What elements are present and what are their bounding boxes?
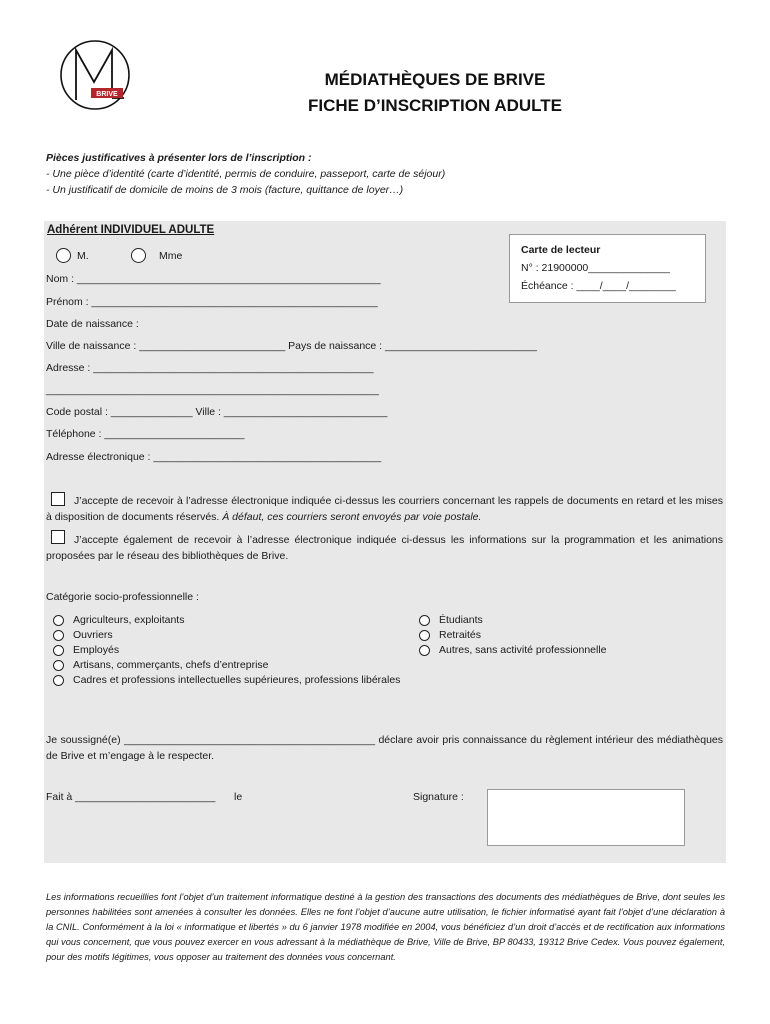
consent-reminders-italic: À défaut, ces courriers seront envoyés par voie postale. bbox=[222, 511, 482, 523]
signature-box[interactable] bbox=[487, 789, 685, 846]
radio-mme[interactable] bbox=[131, 248, 146, 263]
csp-option[interactable] bbox=[419, 613, 607, 628]
section-title: Adhérent INDIVIDUEL ADULTE bbox=[47, 224, 215, 236]
csp-option[interactable] bbox=[419, 628, 607, 643]
logo-badge-text: BRIVE bbox=[96, 91, 118, 98]
privacy-notice: Les informations recueillies font l’objet d’un traitement informatique destiné à la gestion des transactions des documents des médiathèques de Brive, dont seules les personnes habilitées sont amenées à consulter les données. Elles ne font l’objet d’aucune autre utilisation, le fichier informatisé ayant fait l’objet d’une déclaration à la CNIL. Conformément à la loi « informatique et libertés » du 6 janvier 1978 modifiée en 2004, vous bénéficiez d’un droit d’accès et de rectification aux informations qui vous concernent, que vous pouvez exercer en vous adressant à la médiathèque de Brive, Ville de Brive, BP 80433, 19312 Brive Cedex. Vous pouvez également, pour des motifs légitimes, vous opposer au traitement des données vous concernant. bbox=[46, 892, 725, 962]
consent-reminders-text bbox=[46, 493, 723, 525]
csp-radio[interactable] bbox=[53, 660, 64, 671]
required-documents-line: - Une pièce d’identité (carte d’identité, permis de conduire, passeport, carte de séjour) bbox=[46, 168, 446, 180]
csp-option[interactable] bbox=[53, 673, 400, 688]
csp-option-label: Ouvriers bbox=[73, 629, 113, 641]
signature-label: Signature : bbox=[413, 791, 464, 803]
csp-option-label: Autres, sans activité professionnelle bbox=[439, 644, 607, 656]
csp-option-label: Employés bbox=[73, 644, 120, 656]
declaration-text[interactable]: Je soussigné(e) ___________________________________________ déclare avoir pris connaissance du règlement intérieur des médiathèques de Brive et m’engage à le respecter. bbox=[46, 734, 723, 762]
radio-m[interactable] bbox=[56, 248, 71, 263]
field-email[interactable]: Adresse électronique : _______________________________________ bbox=[46, 451, 382, 463]
reader-card-number: N° : 21900000______________ bbox=[521, 262, 671, 274]
consent-reminders-main: J’accepte de recevoir à l’adresse électronique indiquée ci-dessus les courriers concernant les rappels de documents en retard et les mises à disposition de documents réservés. bbox=[46, 495, 723, 523]
required-documents bbox=[46, 150, 445, 198]
field-adresse[interactable]: Adresse : ________________________________________________ bbox=[46, 362, 374, 374]
csp-option[interactable] bbox=[53, 643, 400, 658]
csp-option-label: Artisans, commerçants, chefs d’entreprise bbox=[73, 659, 269, 671]
required-documents-line: - Un justificatif de domicile de moins de 3 mois (facture, quittance de loyer…) bbox=[46, 184, 404, 196]
field-prenom[interactable]: Prénom : _________________________________________________ bbox=[46, 296, 378, 308]
field-telephone[interactable]: Téléphone : ________________________ bbox=[46, 428, 245, 440]
reader-card-title: Carte de lecteur bbox=[521, 244, 601, 256]
consent-newsletter-text: J’accepte également de recevoir à l’adresse électronique indiquée ci-dessus les informations sur la programmation et les animations proposées par le réseau des bibliothèques de Brive. bbox=[46, 534, 723, 562]
csp-radio[interactable] bbox=[419, 630, 430, 641]
csp-radio[interactable] bbox=[53, 645, 64, 656]
field-date-le[interactable]: le bbox=[234, 791, 243, 803]
csp-option-label: Étudiants bbox=[439, 614, 483, 626]
csp-option[interactable] bbox=[53, 613, 400, 628]
csp-option[interactable] bbox=[419, 643, 607, 658]
csp-option-label: Agriculteurs, exploitants bbox=[73, 614, 185, 626]
csp-option-label: Cadres et professions intellectuelles supérieures, professions libérales bbox=[73, 674, 401, 686]
reader-card-expiry: Échéance : ____/____/________ bbox=[521, 280, 676, 292]
radio-mme-label: Mme bbox=[159, 250, 183, 262]
field-nom[interactable]: Nom : ____________________________________________________ bbox=[46, 273, 381, 285]
csp-radio[interactable] bbox=[419, 645, 430, 656]
csp-option[interactable] bbox=[53, 658, 400, 673]
csp-right-column bbox=[419, 613, 607, 658]
csp-radio[interactable] bbox=[419, 615, 430, 626]
page-title: MÉDIATHÈQUES DE BRIVE bbox=[324, 70, 546, 89]
csp-label: Catégorie socio-professionnelle : bbox=[46, 591, 199, 603]
radio-m-label: M. bbox=[77, 250, 89, 262]
page-subtitle: FICHE D’INSCRIPTION ADULTE bbox=[307, 96, 563, 115]
field-fait-a[interactable]: Fait à ________________________ bbox=[46, 791, 216, 803]
field-date-naissance[interactable]: Date de naissance : bbox=[46, 318, 139, 330]
field-ville-pays-naissance[interactable]: Ville de naissance : _________________________ Pays de naissance : __________________________ bbox=[46, 340, 537, 352]
csp-radio[interactable] bbox=[53, 630, 64, 641]
csp-option[interactable] bbox=[53, 628, 400, 643]
csp-left-column bbox=[53, 613, 400, 688]
reader-card-box bbox=[509, 234, 706, 303]
csp-radio[interactable] bbox=[53, 615, 64, 626]
field-adresse-line2[interactable]: _________________________________________________________ bbox=[46, 384, 379, 396]
required-documents-heading: Pièces justificatives à présenter lors de l’inscription : bbox=[46, 152, 312, 164]
field-code-postal-ville[interactable]: Code postal : ______________ Ville : ____________________________ bbox=[46, 406, 388, 418]
csp-option-label: Retraités bbox=[439, 629, 482, 641]
csp-radio[interactable] bbox=[53, 675, 64, 686]
